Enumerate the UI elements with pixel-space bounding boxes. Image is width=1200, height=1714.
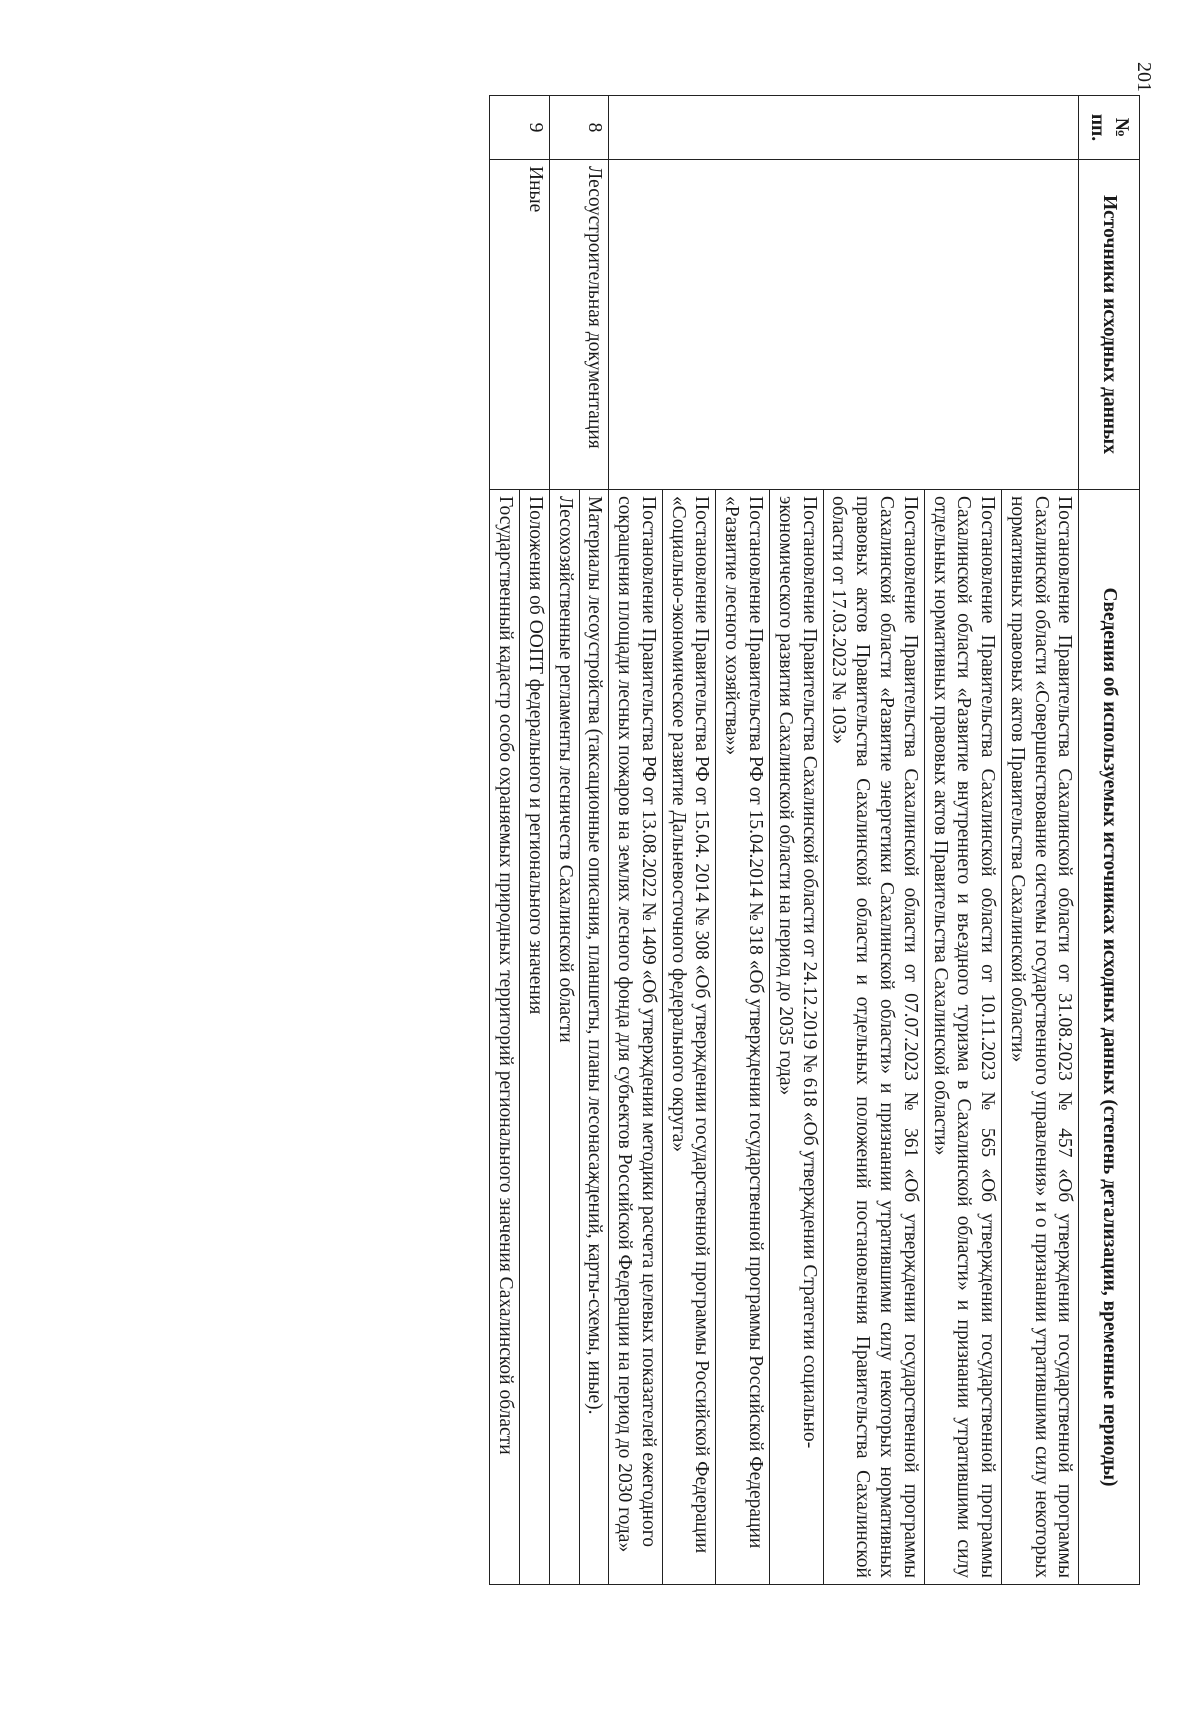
table-row-9 [520,96,550,1585]
table-row [1002,96,1079,1585]
detail-cell: Постановление Правительства Сахалинской области от 10.11.2023 № 565 «Об утверждении государственной программы Сахалинской области «Развитие внутреннего и въездного туризма в Сахалинской области» и признании утратившими силу отдельных нормативных правовых актов Правительства Сахалинской области» [924,490,1001,1585]
page-number: 201 [1133,62,1155,92]
cell-num-continued [609,96,1079,160]
header-num: № пп. [1079,96,1140,160]
header-details: Сведения об используемых источниках исходных данных (степень детализации, временные периоды) [1079,490,1140,1585]
cell-source-continued [609,160,1079,490]
header-source: Источники исходных данных [1079,160,1140,490]
detail-cell: Постановление Правительства РФ от 15.04. 2014 № 308 «Об утверждении государственной программы Российской Федерации «Социально-экономическое развитие Дальневосточного федерального округа» [662,490,716,1585]
row9-num: 9 [490,96,550,160]
sources-table [489,95,1140,1585]
rotated-table-wrapper [130,95,1140,1585]
detail-cell: Постановление Правительства РФ от 13.08.2022 № 1409 «Об утверждении методики расчета целевых показателей ежегодного сокращения площади лесных пожаров на землях лесного фонда для субъектов Российской Федерации на период до 2030 года» [609,490,663,1585]
row8-source: Лесоустроительная документация [549,160,609,490]
detail-cell: Постановление Правительства Сахалинской области от 07.07.2023 № 361 «Об утверждении государственной программы Сахалинской области «Развитие энергетики Сахалинской области» и признании утратившими силу некоторых нормативных правовых актов Правительства Сахалинской области и отдельных положений постановления Правительства Сахалинской области от 17.03.2023 № 103» [823,490,924,1585]
row8-detail: Лесохозяйственные регламенты лесничеств Сахалинской области [549,490,579,1585]
row8-num: 8 [549,96,609,160]
detail-cell: Постановление Правительства РФ от 15.04.2014 № 318 «Об утверждении государственной программы Российской Федерации «Развитие лесного хозяйства»» [716,490,770,1585]
table-row-8 [579,96,609,1585]
detail-cell: Постановление Правительства Сахалинской области от 31.08.2023 № 457 «Об утверждении государственной программы Сахалинской области «Совершенствование системы государственного управления» и о признании утратившими силу некоторых нормативных правовых актов Правительства Сахалинской области» [1002,490,1079,1585]
row9-detail: Положения об ООПТ федерального и регионального значения [520,490,550,1585]
row8-detail: Материалы лесоустройства (таксационные описания, планшеты, планы лесонасаждений, карты-схемы, иные). [579,490,609,1585]
row9-detail: Государственный кадастр особо охраняемых природных территорий регионального значения Сахалинской области [490,490,520,1585]
table-header-row [1079,96,1140,1585]
detail-cell: Постановление Правительства Сахалинской области от 24.12.2019 № 618 «Об утверждении Стратегии социально-экономического развития Сахалинской области на период до 2035 года» [770,490,824,1585]
row9-source: Иные [490,160,550,490]
